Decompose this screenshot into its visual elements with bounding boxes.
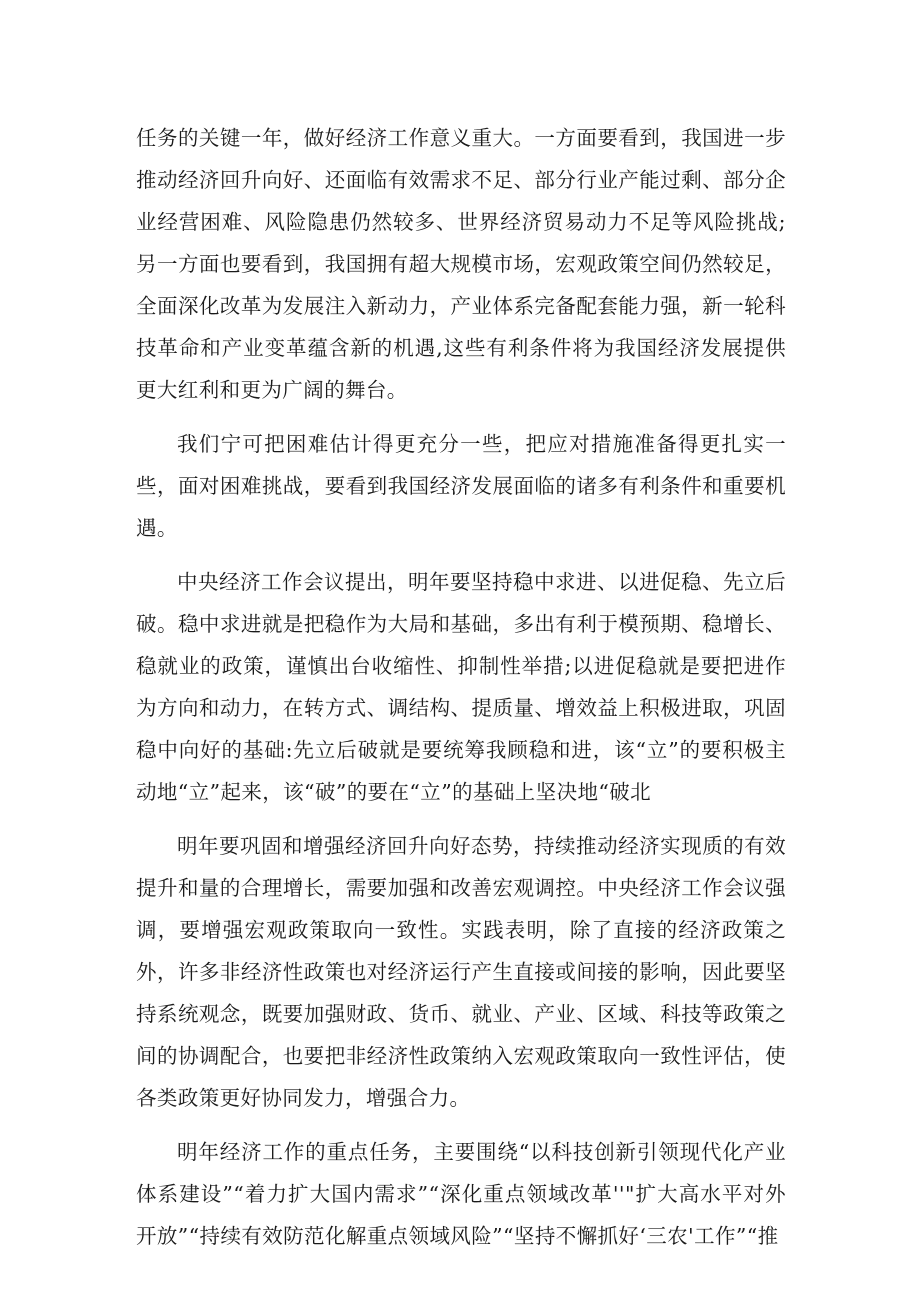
paragraph-2: 我们宁可把困难估计得更充分一些，把应对措施准备得更扎实一些，面对困难挑战，要看到我国经济发展面临的诸多有利条件和重要机遇。: [136, 432, 786, 540]
document-body: [136, 117, 786, 1269]
paragraph-5: 明年经济工作的重点任务，主要围绕“以科技创新引领现代化产业体系建设”“着力扩大国内需求”“深化重点领域改革''"扩大高水平对外开放”“持续有效防范化解重点领域风险”“坚持不懈抓好‘三农'工作”“推: [136, 1140, 786, 1248]
paragraph-3: 中央经济工作会议提出，明年要坚持稳中求进、以进促稳、先立后破。稳中求进就是把稳作为大局和基础，多出有利于模预期、稳增长、稳就业的政策，谨慎出台收缩性、抑制性举措;以进促稳就是要把进作为方向和动力，在转方式、调结构、提质量、增效益上积极进取，巩固稳中向好的基础:先立后破就是要统筹我顾稳和进，该“立”的要积极主动地“立”起来，该“破”的要在“立”的基础上坚决地“破北: [136, 570, 786, 804]
paragraph-1: 任务的关键一年，做好经济工作意义重大。一方面要看到，我国进一步推动经济回升向好、还面临有效需求不足、部分行业产能过剩、部分企业经营困难、风险隐患仍然较多、世界经济贸易动力不足等风险挑战;另一方面也要看到，我国拥有超大规模市场，宏观政策空间仍然较足，全面深化改革为发展注入新动力，产业体系完备配套能力强，新一轮科技革命和产业变革蕴含新的机遇,这些有利条件将为我国经济发展提供更大红利和更为广阔的舞台。: [136, 126, 786, 402]
paragraph-4: 明年要巩固和增强经济回升向好态势，持续推动经济实现质的有效提升和量的合理增长，需要加强和改善宏观调控。中央经济工作会议强调，要增强宏观政策取向一致性。实践表明，除了直接的经济政策之外，许多非经济性政策也对经济运行产生直接或间接的影响，因此要坚持系统观念，既要加强财政、货币、就业、产业、区域、科技等政策之间的协调配合，也要把非经济性政策纳入宏观政策取向一致性评估，使各类政策更好协同发力，增强合力。: [136, 834, 786, 1110]
